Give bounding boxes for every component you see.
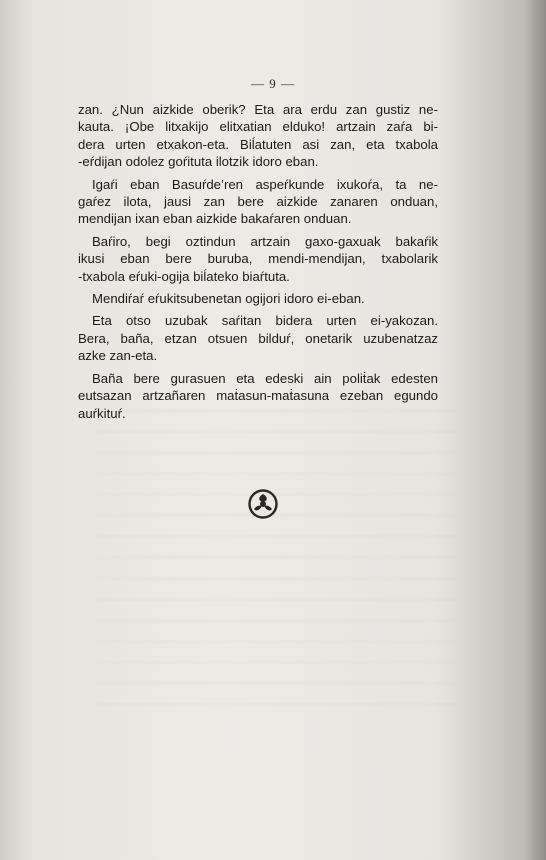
paragraph-5	[78, 312, 438, 364]
text-line: ikusi eban bere buruba, mendi-mendijan, txabolarik	[78, 251, 438, 267]
text-line: azke zan-eta.	[78, 348, 158, 364]
text-line: kauta. ¡Obe litxakijo elitxatian elduko! artzain zaŕa bi-	[78, 119, 438, 135]
text-line: -eŕdijan odolez goŕituta ilotzik idoro eban.	[78, 154, 319, 170]
paragraph-4	[78, 290, 438, 307]
text-line: auŕkituŕ.	[78, 405, 126, 421]
paragraph-2	[78, 176, 438, 228]
text-line: Baña bere gurasuen eta edeski ain poliṫak edesten	[92, 370, 438, 386]
text-line: Bera, baña, etzan otsuen bilduŕ, onetarik uzubenatzaz	[78, 330, 438, 346]
show-through-text	[95, 395, 455, 725]
text-line: Eta otso uzubak saŕitan bidera urten ei-yakozan.	[92, 313, 438, 329]
text-line: eutsazan artzañaren maṫasun-maṫasuna ezeban egundo	[78, 388, 438, 404]
body-text	[78, 101, 438, 427]
text-line: dera urten etxakon-eta. Biĺatuten asi zan, eta txabola	[78, 136, 438, 152]
page-number: — 9 —	[251, 76, 295, 91]
paragraph-1	[78, 101, 438, 171]
text-line: -txabola eŕuki-ogija biĺateko biaŕtuta.	[78, 268, 290, 284]
text-line: Mendiŕaŕ eŕukitsubenetan ogijori idoro ei-eban.	[92, 291, 365, 307]
text-line: gaŕez ilota, jausi zan bere aizkide zanaren onduan,	[78, 194, 438, 210]
paragraph-3	[78, 233, 438, 285]
text-line: mendijan ixan eban aizkide bakaŕaren onduan.	[78, 211, 352, 227]
text-line: Baŕiro, begi oztindun artzain gaxo-gaxuak bakaŕik	[92, 233, 438, 249]
text-line: Igaŕi eban Basuŕde’ren aspeŕkunde ixukoŕa, ta ne-	[92, 176, 438, 192]
text-line: zan. ¿Nun aizkide oberik? Eta ara erdu zan gustiz ne-	[78, 102, 438, 117]
paragraph-6	[78, 370, 438, 422]
circular-ornament-icon	[247, 488, 279, 520]
